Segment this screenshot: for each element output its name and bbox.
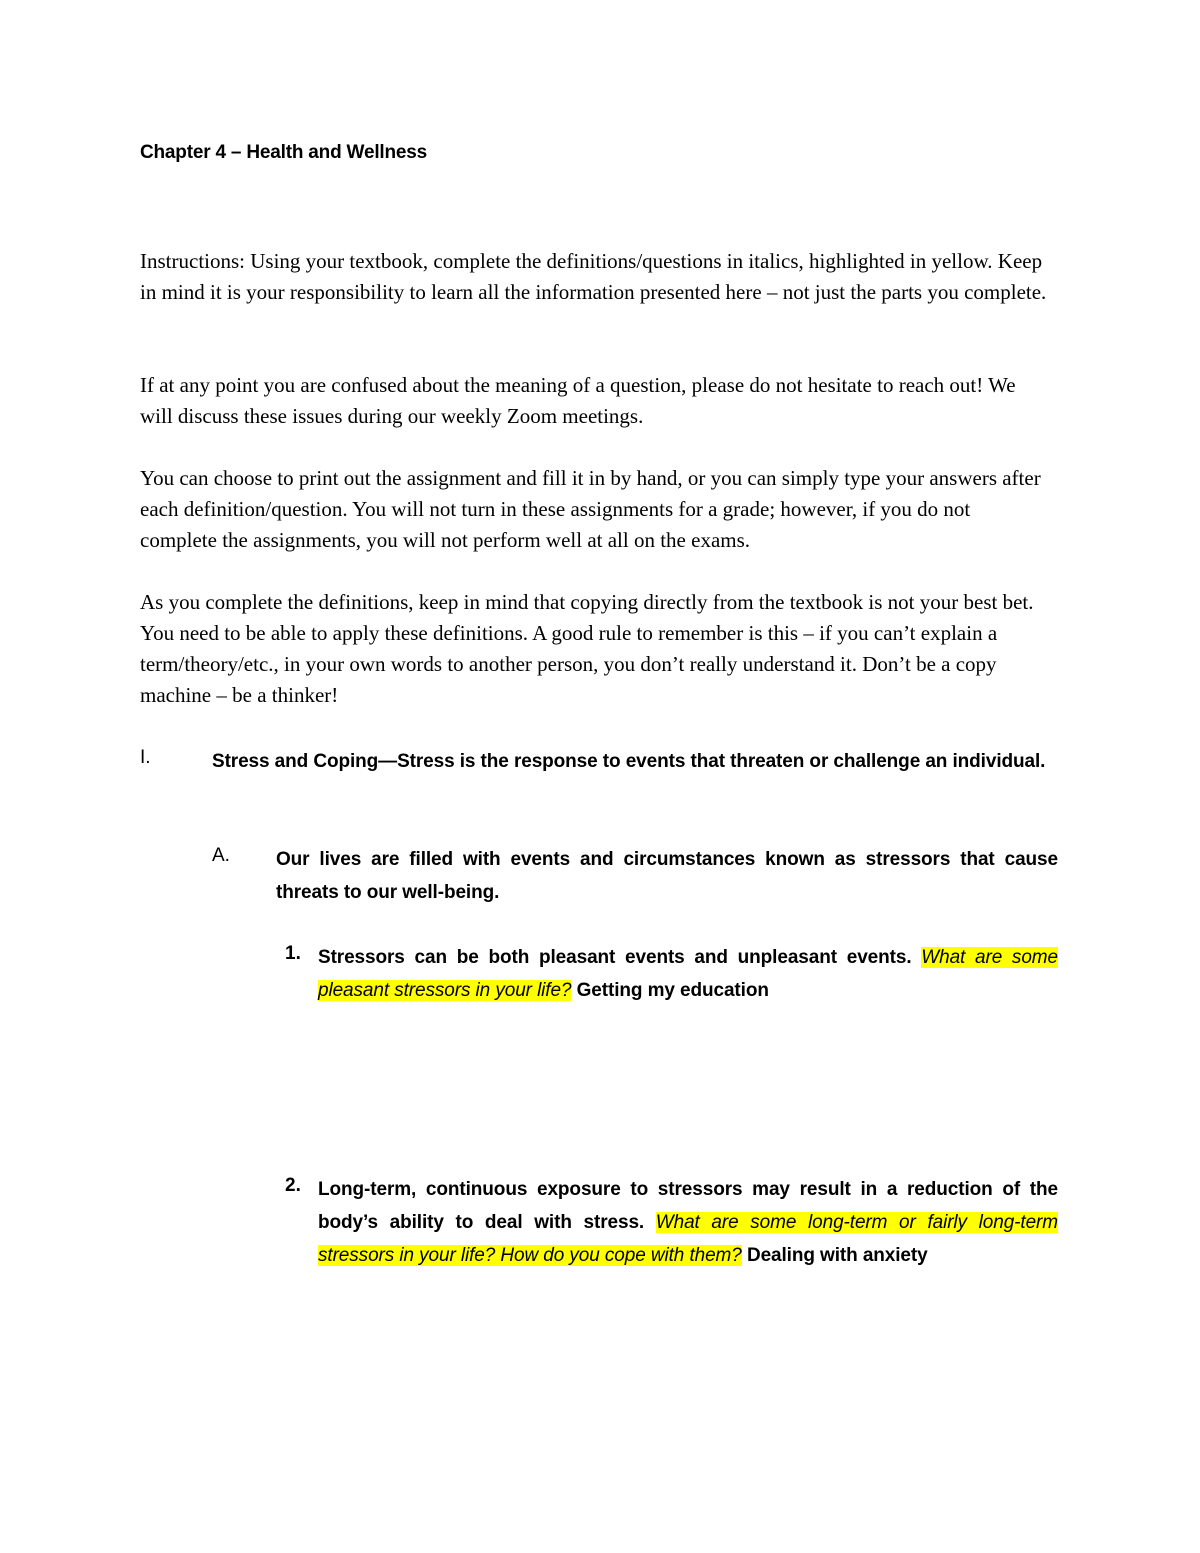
item-1-question: What are some pleasant stressors in your life? [318, 947, 1058, 1001]
sub-a-text-after: that cause threats to our well-being. [276, 849, 1058, 903]
item-1-text [318, 941, 1058, 1007]
section-1-body: Stress is the response to events that threaten or challenge an individual. [397, 751, 1046, 772]
sub-a-text-before: Our lives are filled with events and circumstances known as [276, 849, 866, 870]
item-2-text [318, 1173, 1058, 1272]
section-1-text [212, 745, 1058, 778]
confusion-paragraph: If at any point you are confused about the meaning of a question, please do not hesitate to reach out! We will discuss these issues during our weekly Zoom meetings. [140, 373, 1016, 428]
item-2-question: What are some long-term or fairly long-term stressors in your life? How do you cope with them? [318, 1212, 1058, 1266]
item-1-marker: 1. [285, 943, 301, 964]
page-title: Chapter 4 – Health and Wellness [140, 142, 427, 163]
item-2-answer: Dealing with anxiety [741, 1245, 928, 1266]
sub-a-marker: A. [212, 845, 230, 866]
print-option-paragraph: You can choose to print out the assignment and fill it in by hand, or you can simply type your answers after each definition/question. You will not turn in these assignments for a grade; however, if you do not complete the assignments, you will not perform well at all on the exams. [140, 466, 1041, 552]
thinker-paragraph: As you complete the definitions, keep in mind that copying directly from the textbook is not your best bet. You need to be able to apply these definitions. A good rule to remember is this – if you can’t explain a term/theory/etc., in your own words to another person, you don’t really understand it. Don’t be a copy machine – be a thinker! [140, 590, 1034, 707]
instructions-paragraph: Instructions: Using your textbook, complete the definitions/questions in italics, highlighted in yellow. Keep in mind it is your responsibility to learn all the information presented here – not just the parts you complete. [140, 249, 1047, 304]
sub-a-term: stressors [865, 849, 951, 870]
item-1-statement: Stressors can be both pleasant events and unpleasant events. [318, 947, 922, 968]
item-1-answer: Getting my education [571, 980, 769, 1001]
item-2-marker: 2. [285, 1175, 301, 1196]
section-1-marker: I. [140, 747, 151, 768]
sub-a-text [276, 843, 1058, 909]
item-2-statement: Long-term, continuous exposure to stressors may result in a reduction of the body’s ability to deal with stress. [318, 1179, 1058, 1233]
section-1-heading: Stress and Coping— [212, 751, 398, 772]
